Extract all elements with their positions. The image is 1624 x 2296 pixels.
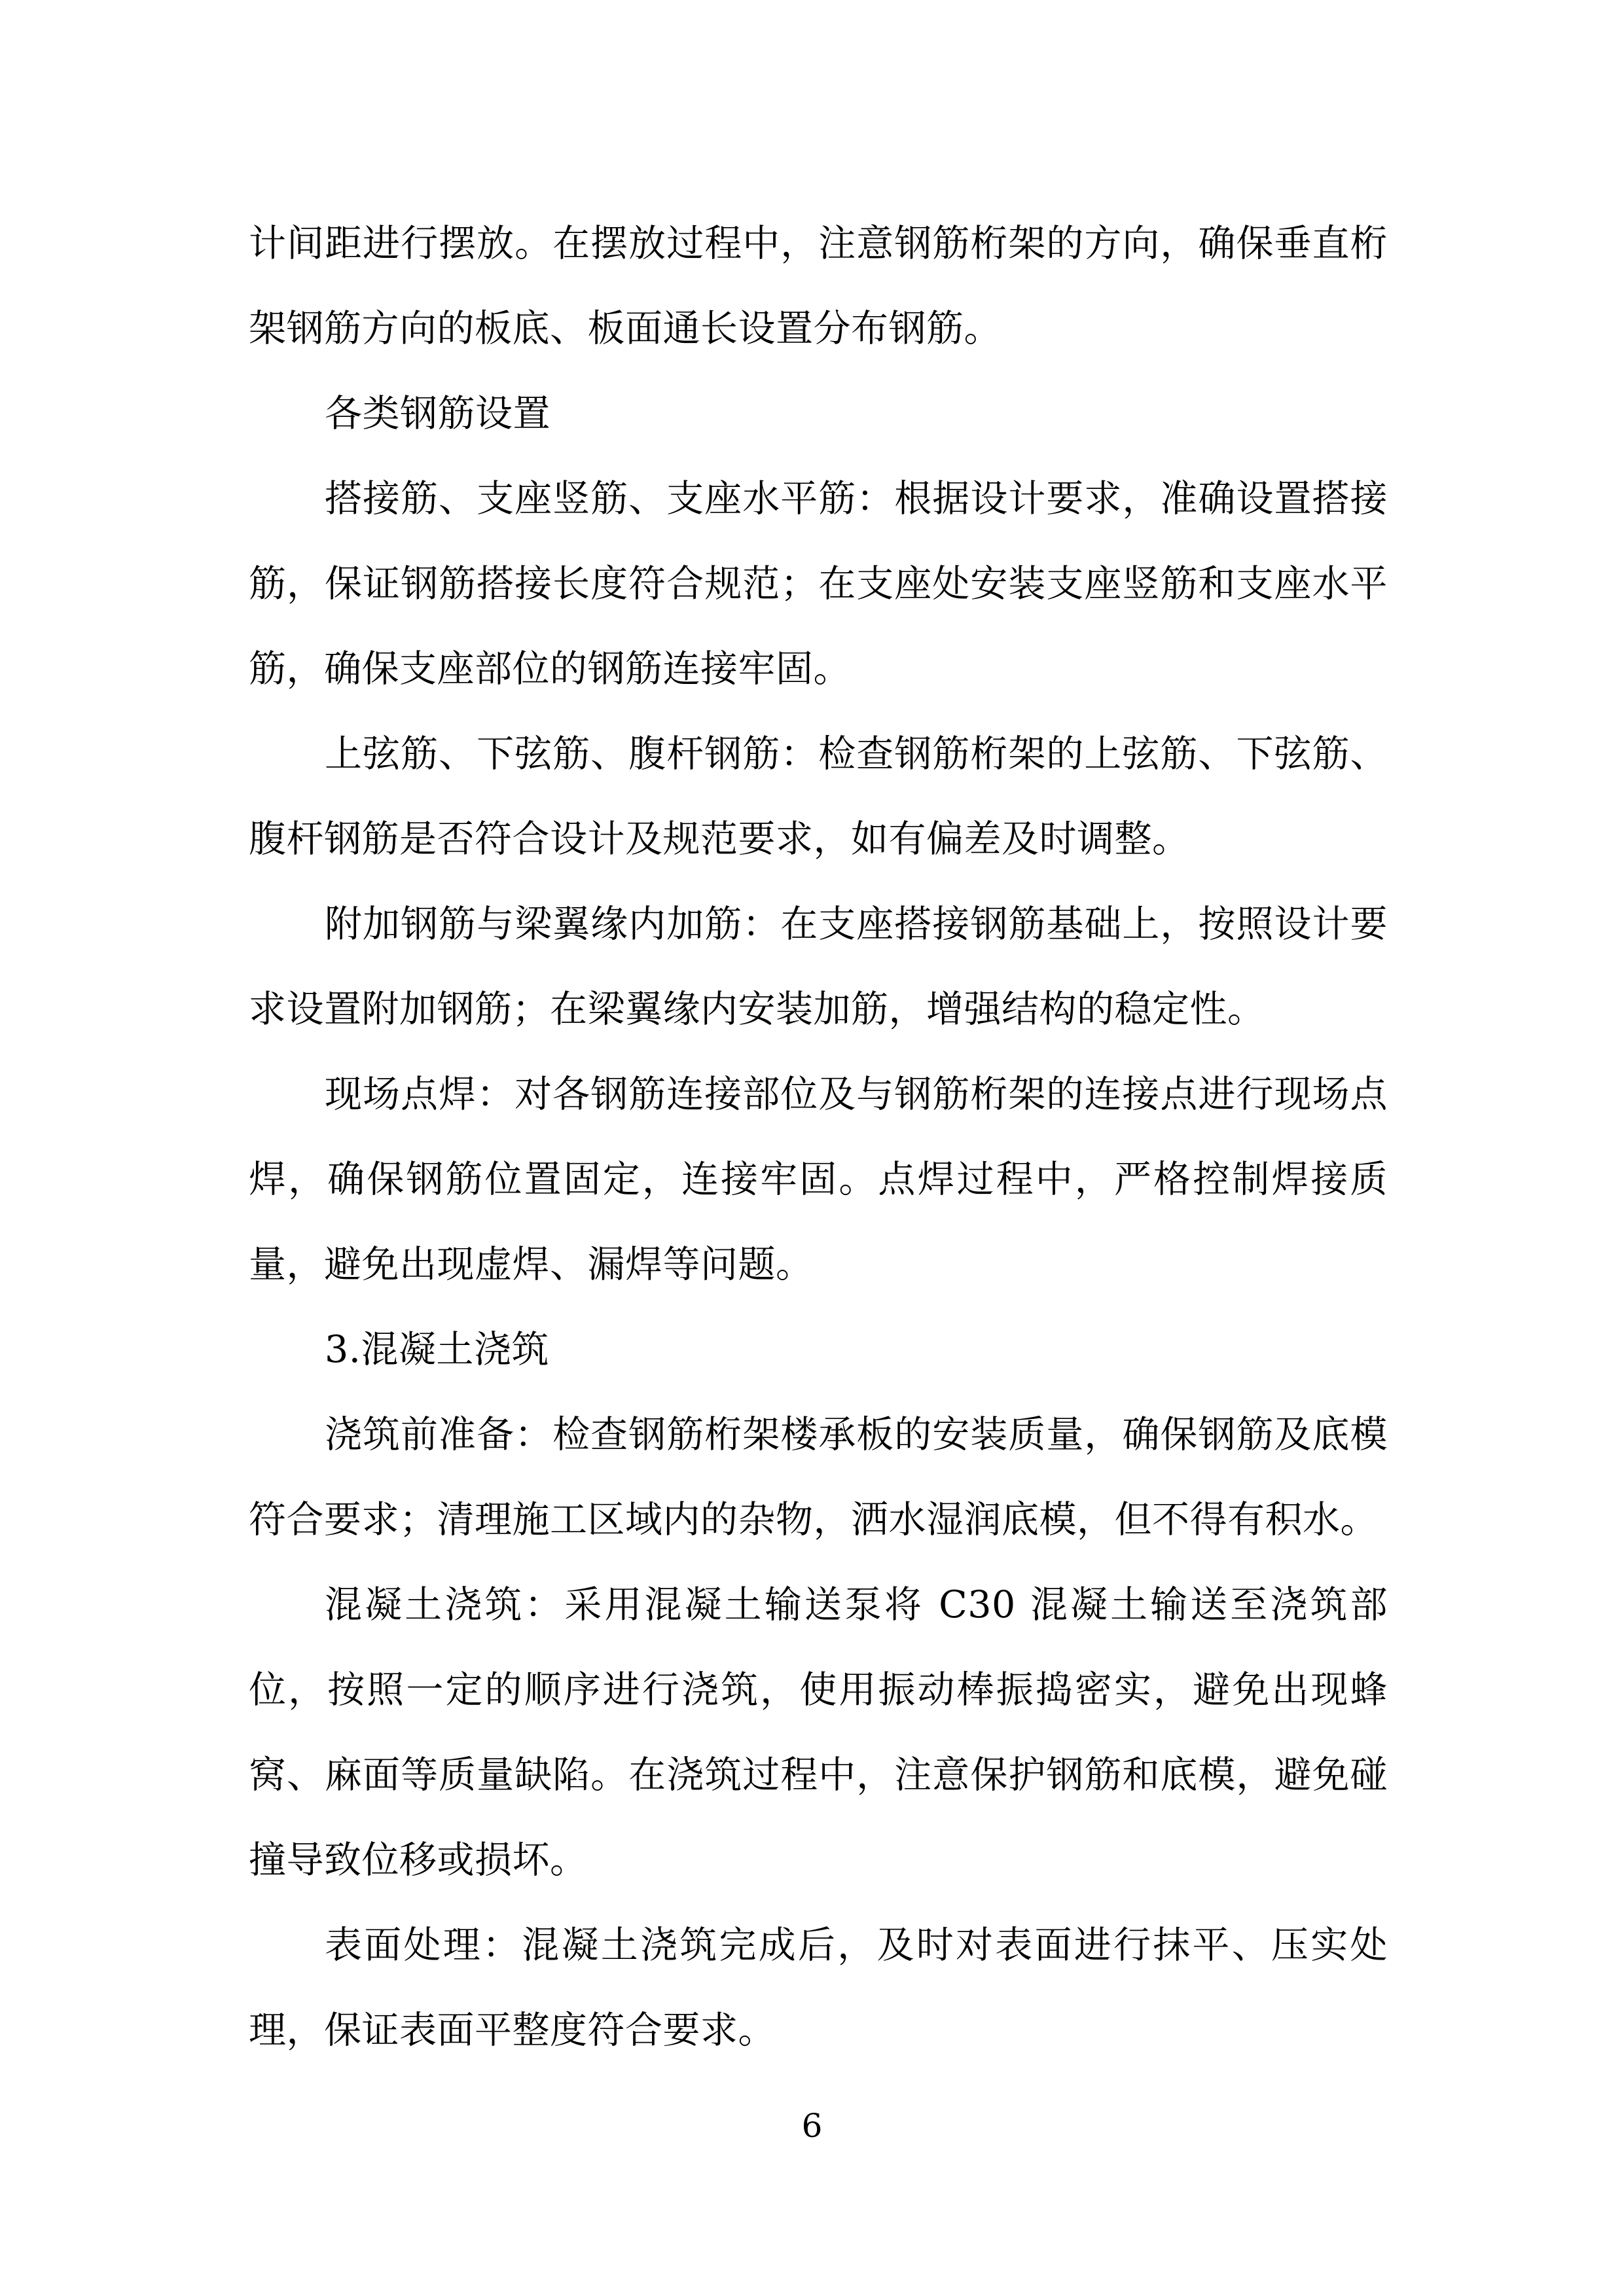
paragraph-additional-bars: 附加钢筋与梁翼缘内加筋：在支座搭接钢筋基础上，按照设计要求设置附加钢筋；在梁翼缘内安装加筋，增强结构的稳定性。 xyxy=(249,903,1388,1031)
paragraph-chord-bars: 上弦筋、下弦筋、腹杆钢筋：检查钢筋桁架的上弦筋、下弦筋、腹杆钢筋是否符合设计及规范要求，如有偏差及时调整。 xyxy=(249,732,1388,861)
subheading-rebar-settings: 各类钢筋设置 xyxy=(325,392,550,435)
page-number: 6 xyxy=(801,2107,823,2145)
section-heading-concrete-pouring: 3.混凝土浇筑 xyxy=(325,1328,549,1371)
body-text xyxy=(249,201,1388,2073)
paragraph-concrete-pouring: 混凝土浇筑：采用混凝土输送泵将 C30 混凝土输送至浇筑部位，按照一定的顺序进行浇筑，使用振动棒振捣密实，避免出现蜂窝、麻面等质量缺陷。在浇筑过程中，注意保护钢筋和底模，避免碰撞导致位移或损坏。 xyxy=(249,1583,1388,1882)
paragraph-continuation: 计间距进行摆放。在摆放过程中，注意钢筋桁架的方向，确保垂直桁架钢筋方向的板底、板面通长设置分布钢筋。 xyxy=(249,222,1388,350)
paragraph-lap-bars: 搭接筋、支座竖筋、支座水平筋：根据设计要求，准确设置搭接筋，保证钢筋搭接长度符合规范；在支座处安装支座竖筋和支座水平筋，确保支座部位的钢筋连接牢固。 xyxy=(249,477,1388,691)
paragraph-pre-pour-prep: 浇筑前准备：检查钢筋桁架楼承板的安装质量，确保钢筋及底模符合要求；清理施工区域内的杂物，洒水湿润底模，但不得有积水。 xyxy=(249,1413,1388,1541)
paragraph-spot-welding: 现场点焊：对各钢筋连接部位及与钢筋桁架的连接点进行现场点焊，确保钢筋位置固定，连接牢固。点焊过程中，严格控制焊接质量，避免出现虚焊、漏焊等问题。 xyxy=(249,1073,1388,1286)
paragraph-surface-treatment: 表面处理：混凝土浇筑完成后，及时对表面进行抹平、压实处理，保证表面平整度符合要求。 xyxy=(249,1924,1388,2052)
